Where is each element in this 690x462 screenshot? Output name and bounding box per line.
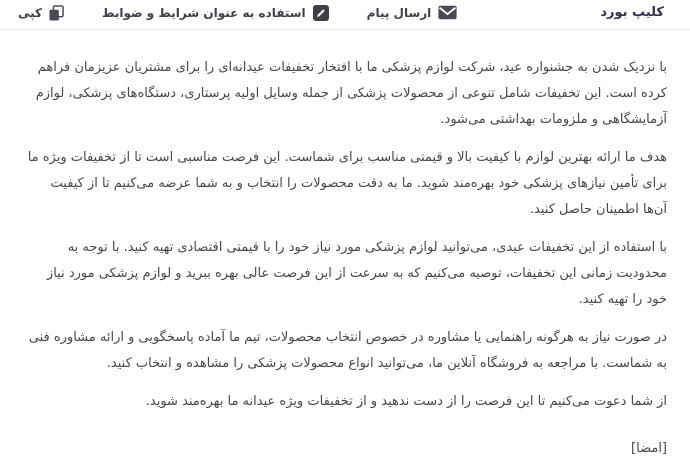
letter-paragraph: از شما دعوت می‌کنیم تا این فرصت را از دست ندهید و از تخفیفات ویژه عیدانه ما بهره‌مند شوید. [145, 394, 667, 409]
signature-placeholder: [امضا] [631, 441, 667, 456]
send-message-button[interactable] [367, 5, 458, 20]
copy-label: کپی [18, 5, 43, 20]
page-title: کلیپ بورد [600, 5, 664, 20]
letter-paragraph: در صورت نیاز به هرگونه راهنمایی یا مشاوره در خصوص انتخاب محصولات، تیم ما آماده پاسخگویی و ارائه مشاوره فنی به شماست. با مراجعه به فروشگاه آنلاین ما، می‌توانید انواع محصولات پزشکی را مشاهده و انتخاب کنید. [28, 330, 667, 371]
send-message-label: ارسال پیام [366, 5, 432, 20]
envelope-icon [438, 5, 457, 20]
toolbar-actions [18, 5, 457, 21]
use-as-terms-label: استفاده به عنوان شرایط و ضوابط [102, 5, 306, 20]
pen-square-icon [313, 5, 329, 21]
letter-paragraph: با نزدیک شدن به جشنواره عید، شرکت لوازم پزشکی ما با افتخار تخفیفات عیدانه‌ای را برای مشتریان عزیزمان فراهم کرده است. این تخفیفات شامل تنوعی از محصولات پزشکی از جمله وسایل اولیه پرستاری، دستگاه‌های پزشکی، لوازم آزمایشگاهی و ملزومات بهداشتی می‌شود. [35, 60, 667, 127]
clipboard-content [0, 30, 690, 462]
copy-button[interactable] [18, 5, 64, 21]
use-as-terms-button[interactable] [102, 5, 329, 21]
letter-paragraph: با استفاده از این تخفیفات عیدی، می‌توانید لوازم پزشکی مورد نیاز خود را با قیمتی اقتصادی تهیه کنید. با توجه به محدودیت زمانی این تخفیفات، توصیه می‌کنیم که به سرعت از این فرصت عالی بهره ببرید و لوازم پزشکی مورد نیاز خود را تهیه کنید. [46, 240, 667, 307]
copy-icon [49, 5, 64, 21]
clipboard-toolbar [0, 0, 690, 30]
letter-paragraph: هدف ما ارائه بهترین لوازم با کیفیت بالا و قیمتی مناسب برای شماست. این فرصت مناسبی است تا از تخفیفات ویژه ما برای تأمین نیازهای پزشکی خود بهره‌مند شوید. ما به دقت محصولات را انتخاب و به شما عرضه می‌کنیم تا از کیفیت آن‌ها اطمینان حاصل کنید. [27, 150, 667, 217]
